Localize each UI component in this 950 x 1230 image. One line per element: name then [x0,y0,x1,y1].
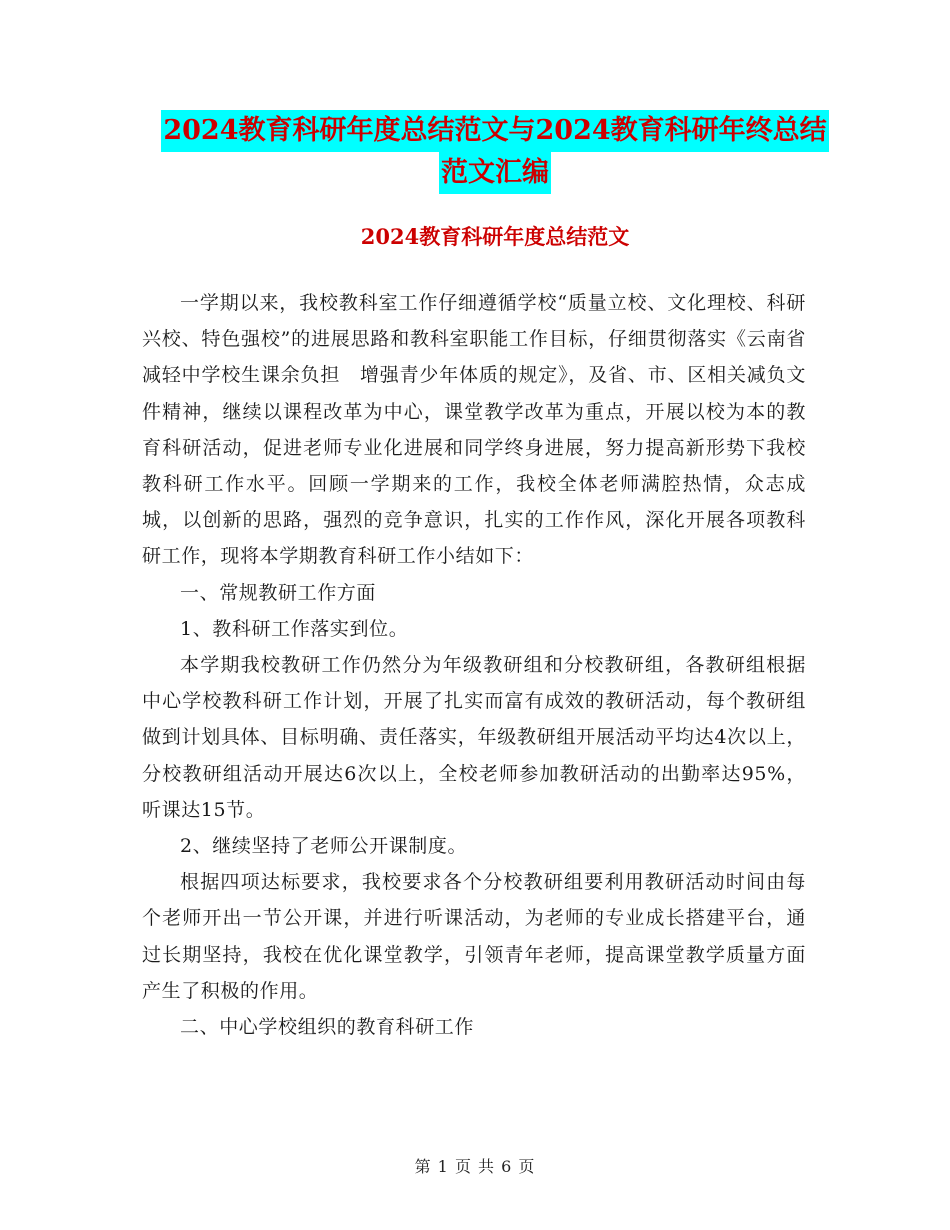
paragraph: 一、常规教研工作方面 [180,581,377,604]
title-line-1: 2024教育科研年度总结范文与2024教育科研年终总结 [161,110,828,152]
page-footer: 第 1 页 共 6 页 [414,1157,536,1176]
section-subtitle: 2024教育科研年度总结范文 [360,224,630,249]
paragraph: 二、中心学校组织的教育科研工作 [180,1016,475,1039]
paragraph: 本学期我校教研工作仍然分为年级教研组和分校教研组，各教研组根据中心学校教科研工作计划，开展了扎实而富有成效的教研活动，每个教研组做到计划具体、目标明确、责任落实，年级教研组开展活动平均达4次以上，分校教研组活动开展达6次以上，全校老师参加教研活动的出勤率达95%，听课达15节。 [142,654,806,821]
paragraph: 根据四项达标要求，我校要求各个分校教研组要利用教研活动时间由每个老师开出一节公开课，并进行听课活动，为老师的专业成长搭建平台，通过长期坚持，我校在优化课堂教学，引领青年老师，提高课堂教学质量方面产生了积极的作用。 [142,871,806,1002]
document-title [140,110,850,194]
paragraph: 2、继续坚持了老师公开课制度。 [180,835,468,858]
paragraph: 1、教科研工作落实到位。 [180,617,409,640]
document-body [142,285,806,1045]
title-line-2: 范文汇编 [439,152,551,194]
paragraph: 一学期以来，我校教科室工作仔细遵循学校“质量立校、文化理校、科研兴校、特色强校”的进展思路和教科室职能工作目标，仔细贯彻落实《云南省减轻中学校生课余负担 增强青少年体质的规定》，及省、市、区相关减负文件精神，继续以课程改革为中心，课堂教学改革为重点，开展以校为本的教育科研活动，促进老师专业化进展和同学终身进展，努力提高新形势下我校教科研工作水平。回顾一学期来的工作，我校全体老师满腔热情，众志成城，以创新的思路，强烈的竞争意识，扎实的工作作风，深化开展各项教科研工作，现将本学期教育科研工作小结如下： [142,292,806,568]
